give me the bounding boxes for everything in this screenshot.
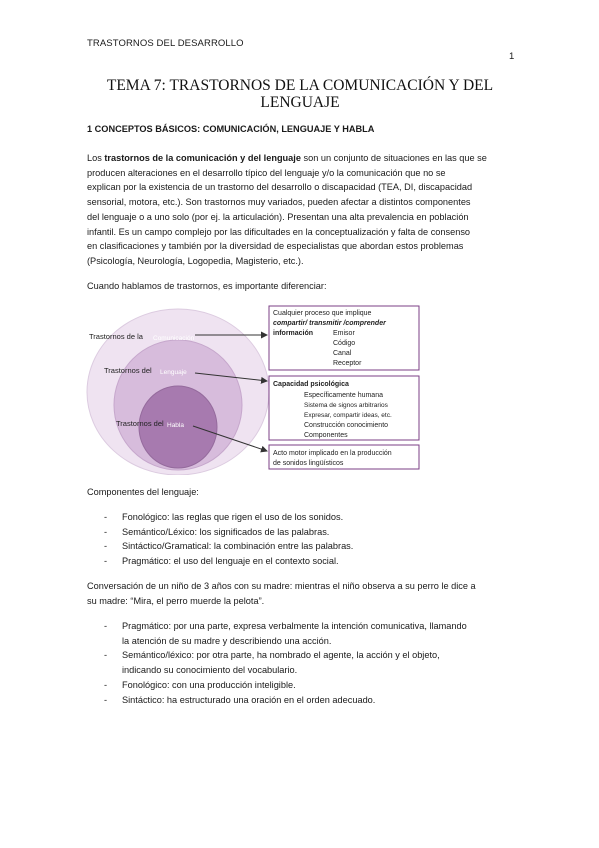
bullet-dash: - bbox=[104, 621, 108, 631]
example-paragraph bbox=[87, 579, 517, 608]
analysis-text: indicando su conocimiento del vocabulario. bbox=[122, 665, 298, 676]
list-item bbox=[87, 648, 517, 677]
bullet-dash: - bbox=[104, 526, 108, 537]
bullet-dash: - bbox=[104, 556, 108, 567]
intro-bold-term: trastornos de la comunicación y del lenguaje bbox=[104, 153, 301, 163]
list-item bbox=[87, 678, 517, 693]
components-list bbox=[87, 510, 517, 569]
bullet-dash: - bbox=[104, 541, 108, 552]
middle-label: Trastornos del bbox=[104, 366, 152, 375]
component-text: Sintáctico/Gramatical: la combinación entre las palabras. bbox=[122, 541, 354, 552]
section-heading: 1 CONCEPTOS BÁSICOS: COMUNICACIÓN, LENGUAJE Y HABLA bbox=[87, 124, 375, 134]
page-number: 1 bbox=[509, 51, 515, 62]
analysis-text: Fonológico: con una producción inteligible. bbox=[122, 679, 296, 690]
intro-line: en clasificaciones y también por la diversidad de especialistas que abordan estos problemas bbox=[87, 241, 464, 252]
component-text: Fonológico: las reglas que rigen el uso de los sonidos. bbox=[122, 512, 344, 522]
box1-line: compartir/ transmitir /comprender bbox=[273, 320, 386, 327]
box3-line: de sonidos lingüísticos bbox=[273, 460, 344, 467]
box1-item: Emisor bbox=[333, 330, 355, 337]
components-heading: Componentes del lenguaje: bbox=[87, 487, 199, 497]
outer-label: Trastornos de la bbox=[89, 332, 143, 341]
communication-diagram bbox=[85, 305, 425, 475]
inner-label: Trastornos del bbox=[116, 419, 164, 428]
analysis-text: Pragmático: por una parte, expresa verbalmente la intención comunicativa, llamando bbox=[122, 621, 467, 631]
analysis-text: Sintáctico: ha estructurado una oración en el orden adecuado. bbox=[122, 694, 376, 705]
box2-item: Componentes bbox=[304, 432, 348, 439]
box2-item: Sistema de signos arbitrarios bbox=[304, 402, 388, 409]
running-header: TRASTORNOS DEL DESARROLLO bbox=[87, 38, 244, 49]
box2-title: Capacidad psicológica bbox=[273, 381, 349, 388]
component-text: Pragmático: el uso del lenguaje en el contexto social. bbox=[122, 556, 339, 567]
example-line: su madre: “Mira, el perro muerde la pelota”. bbox=[87, 595, 265, 606]
page-title bbox=[80, 77, 520, 111]
list-item bbox=[87, 510, 517, 525]
box2-item: Construcción conocimiento bbox=[304, 422, 389, 429]
intro-prefix: Los bbox=[87, 153, 105, 163]
intro-paragraph bbox=[87, 151, 517, 269]
box3-line: Acto motor implicado en la producción bbox=[273, 450, 392, 457]
analysis-text: la atención de su madre y describiendo una acción. bbox=[122, 635, 332, 646]
bullet-dash: - bbox=[104, 679, 108, 690]
list-item bbox=[87, 539, 517, 554]
intro-line: producen alteraciones en el desarrollo típico del lenguaje y/o la comunicación que no se bbox=[87, 167, 446, 178]
analysis-text: Semántico/léxico: por otra parte, ha nombrado el agente, la acción y el objeto, bbox=[122, 650, 440, 661]
bullet-dash: - bbox=[104, 650, 108, 661]
title-line-2: LENGUAJE bbox=[260, 94, 340, 111]
intro-line: (Psicología, Neurología, Logopedia, Magisterio, etc.). bbox=[87, 255, 304, 266]
box1-item: Código bbox=[333, 340, 356, 347]
middle-word: Lenguaje bbox=[160, 369, 187, 376]
list-item bbox=[87, 619, 517, 648]
intro-line: infantil. Es un campo complejo por las dificultades en la conceptualización y falta de consenso bbox=[87, 226, 471, 237]
component-text: Semántico/Léxico: los significados de las palabras. bbox=[122, 526, 330, 537]
title-line-1: TEMA 7: TRASTORNOS DE LA COMUNICACIÓN Y DEL bbox=[106, 77, 494, 94]
analysis-list bbox=[87, 619, 517, 707]
bullet-dash: - bbox=[104, 512, 108, 522]
box1-item: Receptor bbox=[333, 360, 362, 367]
bullet-dash: - bbox=[104, 694, 108, 705]
example-line: Conversación de un niño de 3 años con su madre: mientras el niño observa a su perro le dice a bbox=[87, 581, 476, 591]
box1-item: Canal bbox=[333, 350, 352, 357]
box1-line: información bbox=[273, 330, 314, 337]
intro-line: explican por la existencia de un trastorno del desarrollo o discapacidad (TEA, DI, discapacidad bbox=[87, 182, 473, 193]
diff-intro: Cuando hablamos de trastornos, es importante diferenciar: bbox=[87, 281, 327, 291]
intro-line: sensorial, motora, etc.). Son trastornos muy variados, pueden afectar a distintos componentes bbox=[87, 197, 471, 208]
list-item bbox=[87, 693, 517, 708]
list-item bbox=[87, 554, 517, 569]
box1-line: Cualquier proceso que implique bbox=[273, 310, 372, 317]
box2-item: Específicamente humana bbox=[304, 392, 383, 399]
intro-line: son un conjunto de situaciones en las que se bbox=[300, 153, 487, 163]
outer-word: Comunicación bbox=[153, 335, 195, 342]
inner-word: Habla bbox=[167, 422, 184, 429]
list-item bbox=[87, 525, 517, 540]
intro-line: del lenguaje o a uno solo (por ej. la articulación). Presentan una alta prevalencia en población bbox=[87, 211, 469, 222]
box2-item: Expresar, compartir ideas, etc. bbox=[304, 412, 392, 419]
